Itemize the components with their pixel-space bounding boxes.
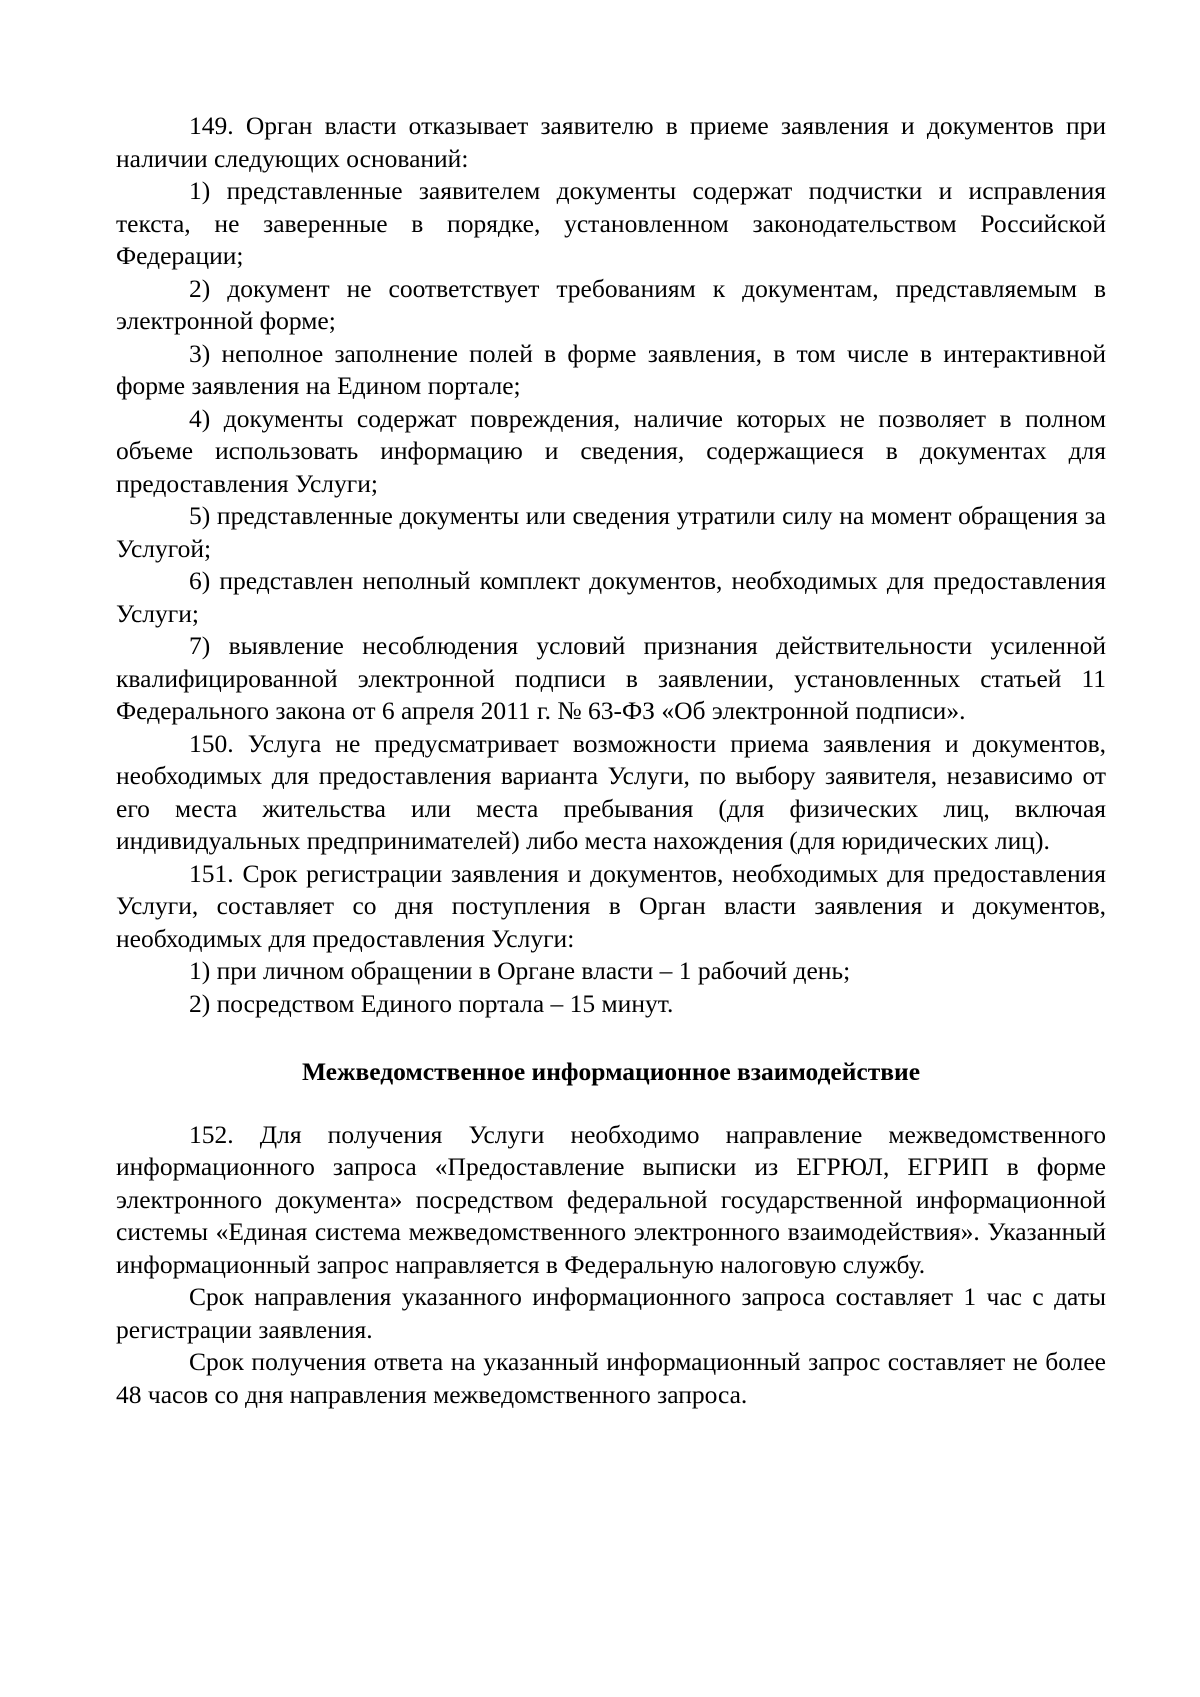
paragraph-151: 151. Срок регистрации заявления и документов, необходимых для предоставления Услуги, составляет со дня поступления в Орган власти заявления и документов, необходимых для предоставления Услуги:	[116, 858, 1106, 953]
paragraph-request-term: Срок направления указанного информационного запроса составляет 1 час с даты регистрации заявления.	[116, 1282, 1106, 1344]
paragraph-150: 150. Услуга не предусматривает возможности приема заявления и документов, необходимых для предоставления варианта Услуги, по выбору заявителя, независимо от его места жительства или места пребывания (для физических лиц, включая индивидуальных предпринимателей) либо места нахождения (для юридических лиц).	[116, 728, 1106, 855]
list-item-3: 3) неполное заполнение полей в форме заявления, в том числе в интерактивной форме заявления на Едином портале;	[116, 338, 1106, 400]
document-body	[116, 110, 1106, 1411]
paragraph-151-item-1: 1) при личном обращении в Органе власти – 1 рабочий день;	[189, 956, 851, 985]
paragraph-response-term: Срок получения ответа на указанный информационный запрос составляет не более 48 часов со дня направления межведомственного запроса.	[116, 1347, 1106, 1409]
paragraph-152: 152. Для получения Услуги необходимо направление межведомственного информационного запроса «Предоставление выписки из ЕГРЮЛ, ЕГРИП в форме электронного документа» посредством федеральной государственной информационной системы «Единая система межведомственного электронного взаимодействия». Указанный информационный запрос направляется в Федеральную налоговую службу.	[116, 1119, 1106, 1279]
list-item-5: 5) представленные документы или сведения утратили силу на момент обращения за Услугой;	[116, 501, 1106, 563]
list-item-7: 7) выявление несоблюдения условий признания действительности усиленной квалифицированной электронной подписи в заявлении, установленных статьей 11 Федерального закона от 6 апреля 2011 г. № 63-ФЗ «Об электронной подписи».	[116, 631, 1106, 725]
list-item-2: 2) документ не соответствует требованиям к документам, представляемым в электронной форме;	[116, 273, 1106, 335]
paragraph-151-item-2: 2) посредством Единого портала – 15 минут.	[189, 988, 674, 1018]
list-item-1: 1) представленные заявителем документы содержат подчистки и исправления текста, не заверенные в порядке, установленном законодательством Российской Федерации;	[116, 176, 1106, 270]
list-item-4: 4) документы содержат повреждения, наличие которых не позволяет в полном объеме использовать информацию и сведения, содержащиеся в документах для предоставления Услуги;	[116, 403, 1106, 498]
list-item-6: 6) представлен неполный комплект документов, необходимых для предоставления Услуги;	[116, 566, 1106, 628]
section-heading: Межведомственное информационное взаимодействие	[301, 1057, 921, 1086]
paragraph-149: 149. Орган власти отказывает заявителю в приеме заявления и документов при наличии следующих оснований:	[116, 111, 1106, 173]
